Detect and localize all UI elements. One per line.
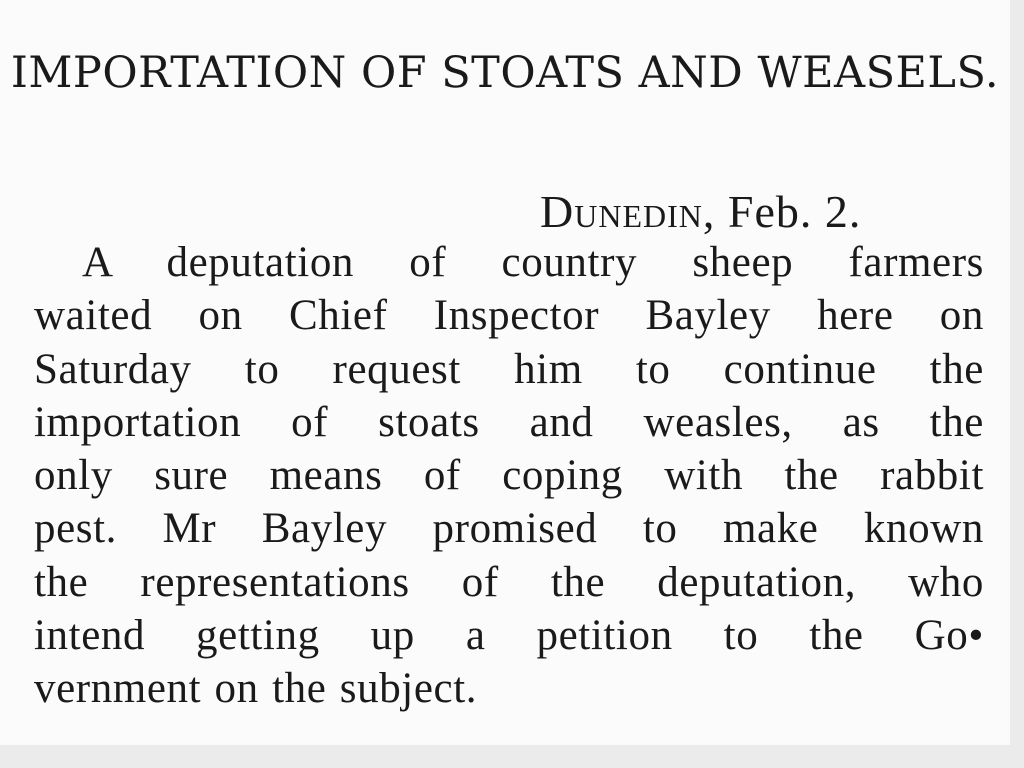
article-line: intend getting up a petition to the Go• bbox=[34, 612, 984, 660]
article-line: A deputation of country sheep farmers bbox=[82, 239, 984, 286]
article-line: importation of stoats and weasles, as the bbox=[34, 398, 984, 446]
dateline-place: Dunedin, bbox=[540, 186, 716, 237]
article-line: vernment on the subject. bbox=[34, 665, 478, 713]
article-dateline bbox=[540, 184, 861, 240]
article-line: the representations of the deputation, who bbox=[34, 558, 984, 606]
dateline-date: Feb. 2. bbox=[727, 186, 862, 237]
article-line: pest. Mr Bayley promised to make known bbox=[34, 505, 984, 553]
article-line: waited on Chief Inspector Bayley here on bbox=[34, 292, 984, 340]
article-line: Saturday to request him to continue the bbox=[34, 345, 984, 393]
article-line: only sure means of coping with the rabbit bbox=[34, 452, 984, 500]
article-headline: IMPORTATION OF STOATS AND WEASELS. bbox=[10, 48, 1000, 98]
article-body bbox=[34, 236, 984, 716]
